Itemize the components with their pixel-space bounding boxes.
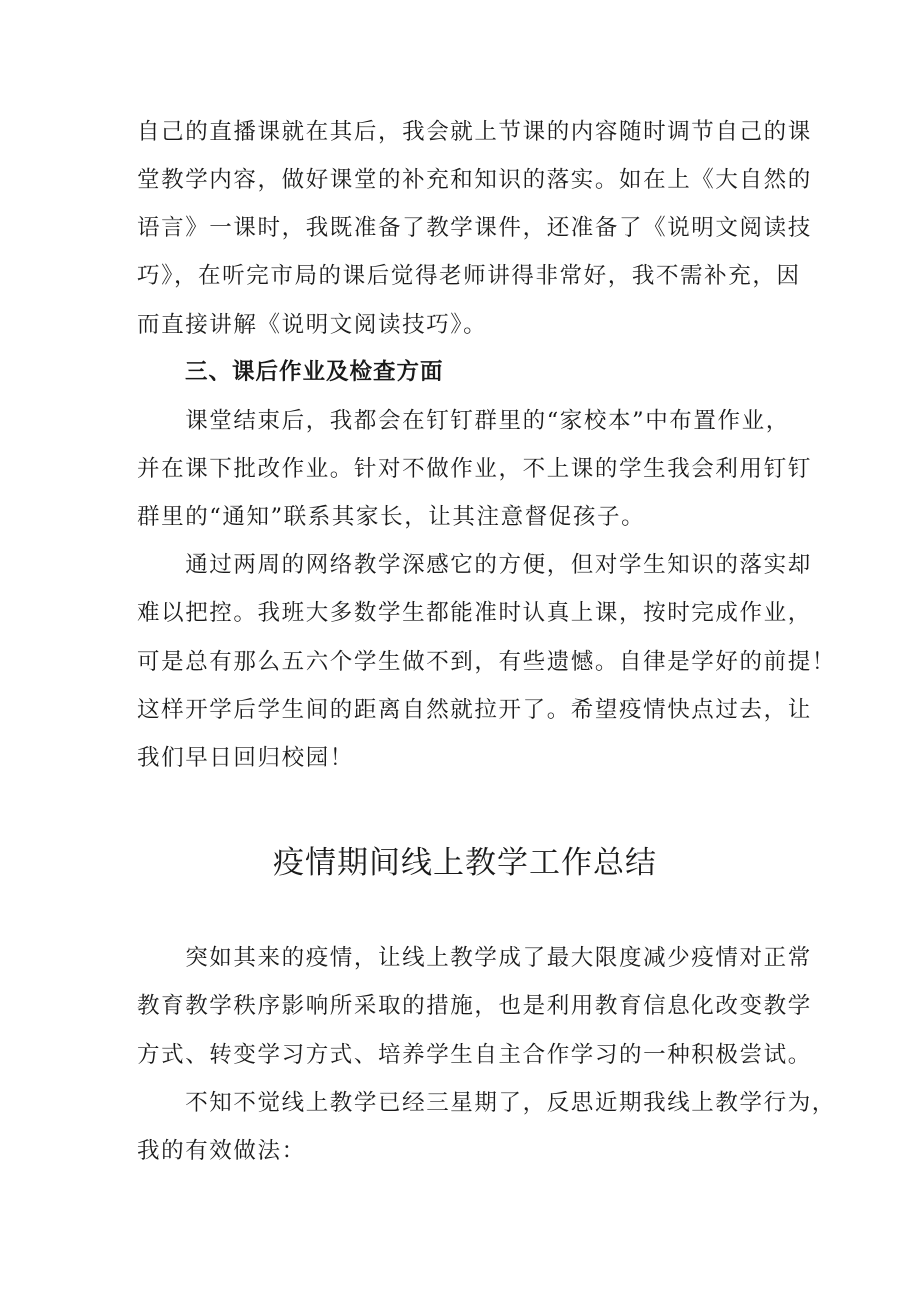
body-text-line: 通过两周的网络教学深感它的方便，但对学生知识的落实却 xyxy=(137,552,812,578)
body-text-line: 我的有效做法： xyxy=(137,1138,306,1164)
body-text-line: 我们早日回归校园！ xyxy=(137,745,354,771)
body-text-line: 课堂结束后，我都会在钉钉群里的“家校本”中布置作业， xyxy=(137,408,790,434)
section-heading: 三、课后作业及检查方面 xyxy=(185,359,444,385)
body-text-line: 突如其来的疫情，让线上教学成了最大限度减少疫情对正常 xyxy=(137,945,812,971)
body-text-line: 堂教学内容，做好课堂的补充和知识的落实。如在上《大自然的 xyxy=(137,167,812,193)
body-text-line: 语言》一课时，我既准备了教学课件，还准备了《说明文阅读技 xyxy=(137,215,812,241)
body-text-line: 不知不觉线上教学已经三星期了，反思近期我线上教学行为， xyxy=(137,1090,836,1116)
body-text-line: 巧》，在听完市局的课后觉得老师讲得非常好，我不需补充，因 xyxy=(137,263,801,289)
article-title: 疫情期间线上教学工作总结 xyxy=(273,845,657,881)
body-text-line: 这样开学后学生间的距离自然就拉开了。希望疫情快点过去，让 xyxy=(137,697,812,723)
body-text-line: 群里的“通知”联系其家长，让其注意督促孩子。 xyxy=(137,504,646,530)
body-text-line: 教育教学秩序影响所采取的措施，也是利用教育信息化改变教学 xyxy=(137,993,812,1019)
body-text-line: 自己的直播课就在其后，我会就上节课的内容随时调节自己的课 xyxy=(137,119,812,145)
body-text-line: 并在课下批改作业。针对不做作业，不上课的学生我会利用钉钉 xyxy=(137,456,812,482)
body-text-line: 方式、转变学习方式、培养学生自主合作学习的一种积极尝试。 xyxy=(137,1042,812,1068)
body-text-line: 可是总有那么五六个学生做不到，有些遗憾。自律是学好的前提！ xyxy=(137,649,836,675)
body-text-line: 难以把控。我班大多数学生都能准时认真上课，按时完成作业， xyxy=(137,600,812,626)
body-text-line: 而直接讲解《说明文阅读技巧》。 xyxy=(137,312,488,338)
